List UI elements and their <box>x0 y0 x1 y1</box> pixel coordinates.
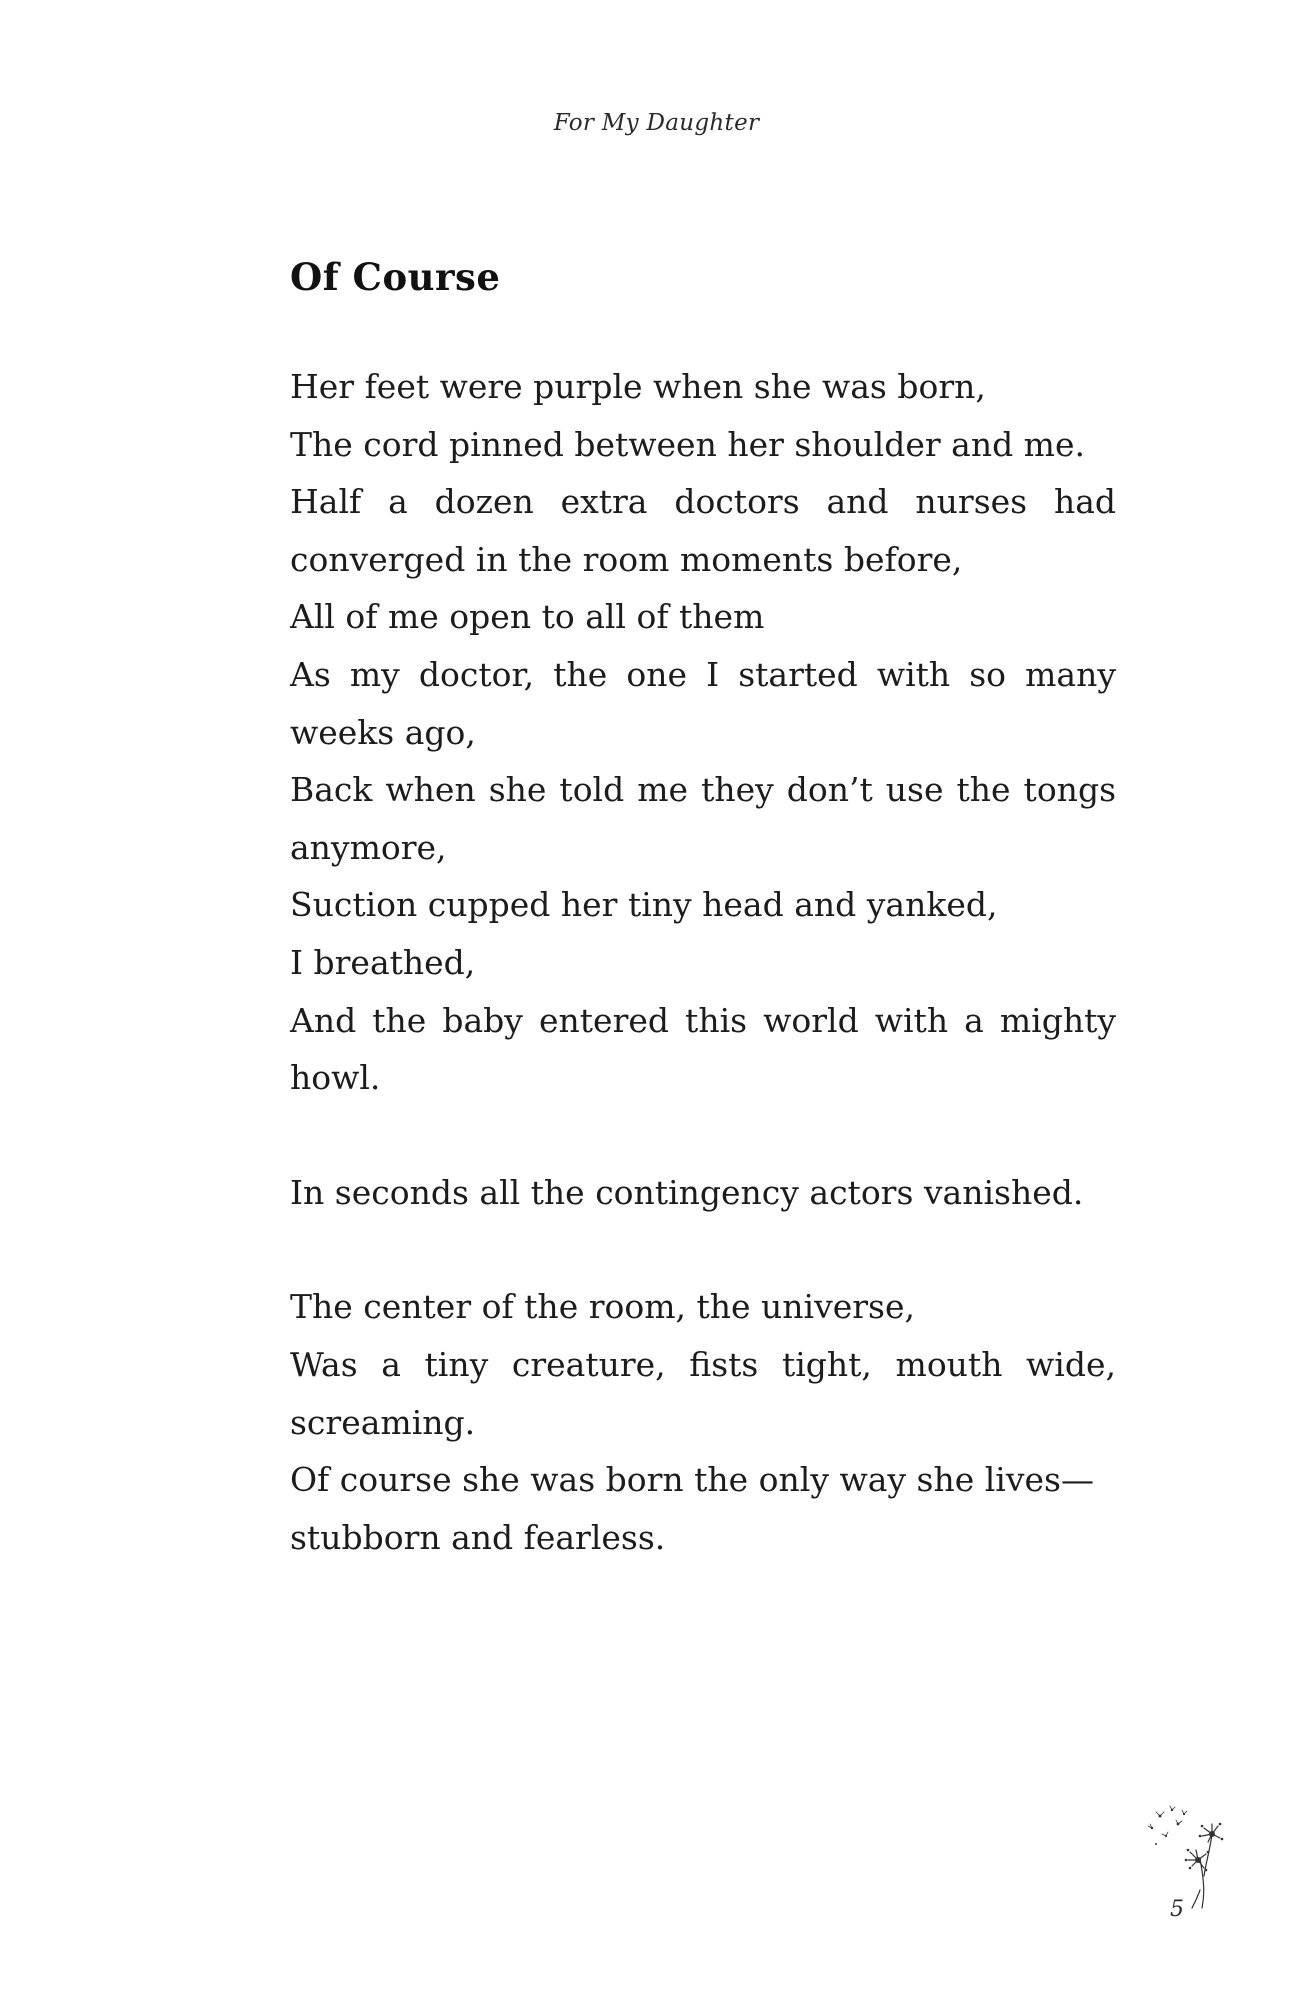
poem-line: The cord pinned between her shoulder and me. <box>290 424 1085 464</box>
stanza-2 <box>290 1164 1116 1222</box>
poem-line: And the baby entered this world with a mighty howl. <box>290 1000 1116 1098</box>
poem-line: All of me open to all of them <box>290 597 765 637</box>
poem-line: Was a tiny creature, fists tight, mouth wide, screaming. <box>290 1344 1116 1442</box>
poem-line: Her feet were purple when she was born, <box>290 367 986 406</box>
poem-body <box>290 358 1116 1566</box>
poem-line: Back when she told me they don’t use the tongs anymore, <box>290 770 1116 867</box>
poem-line: I breathed, <box>290 942 476 982</box>
dandelion-icon <box>1140 1800 1250 1910</box>
page-number: 5 <box>1170 1897 1184 1922</box>
running-head: For My Daughter <box>553 110 760 136</box>
poem-line: Half a dozen extra doctors and nurses had converged in the room moments before, <box>290 482 1116 579</box>
stanza-1 <box>290 358 1116 1107</box>
poem-line: As my doctor, the one I started with so many weeks ago, <box>290 654 1116 752</box>
poem-line: The center of the room, the universe, <box>290 1287 915 1327</box>
poem-line: Of course she was born the only way she lives—stubborn and fearless. <box>290 1460 1094 1557</box>
poem <box>290 248 1116 1566</box>
poem-line: Suction cupped her tiny head and yanked, <box>290 885 998 925</box>
stanza-3 <box>290 1278 1116 1566</box>
poem-line: In seconds all the contingency actors vanished. <box>290 1172 1084 1212</box>
poem-title: Of Course <box>290 255 501 299</box>
